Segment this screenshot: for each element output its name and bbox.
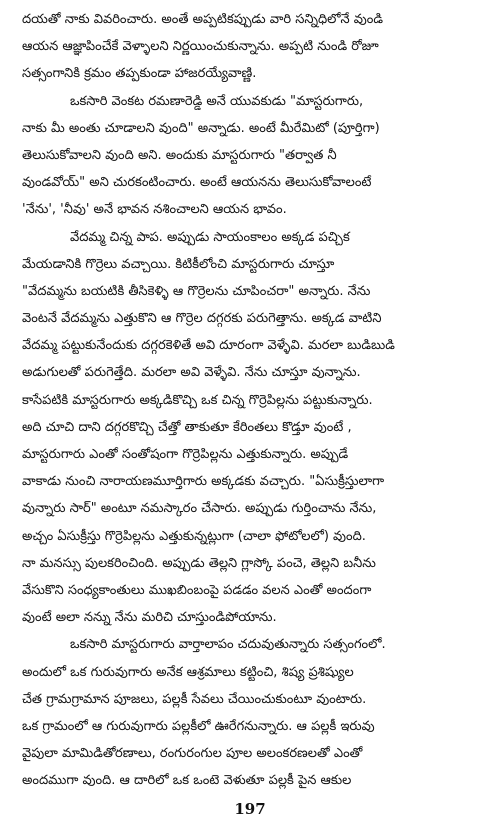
text-line: చేత గ్రామగ్రామాన పూజలు, పల్లకీ సేవలు చేయించుకుంటూ వుంటారు.: [22, 691, 367, 707]
text-line: వైపులా మామిడితోరణాలు, రంగురంగుల పూల అలంకరణలతో ఎంతో: [22, 746, 363, 762]
text-line: ఒకసారి మాస్టరుగారు వార్తాలాపం చదువుతున్నారు సత్సంగంలో.: [70, 637, 386, 653]
text-line: మాస్టరుగారు ఎంతో సంతోషంగా గొర్రెపిల్లను ఎత్తుకున్నారు. అప్పుడే: [22, 447, 349, 462]
paragraph-1: [22, 6, 488, 88]
text-line: అచ్చం ఏసుక్రీస్తు గొర్రెపిల్లను ఎత్తుకున్నట్లుగా (చాలా ఫోటోలలో) వుంది.: [22, 528, 366, 544]
text-line: కాసేపటికి మాస్టరుగారు అక్కడికొచ్చి ఒక చిన్న గొర్రెపిల్లను పట్టుకున్నారు.: [22, 392, 373, 408]
text-line: తెలుసుకోవాలని వుంది అని. అందుకు మాస్టరుగారు "తర్వాత నీ: [22, 147, 337, 163]
text-line: ఒక గ్రామంలో ఆ గురువుగారు పల్లకీలో ఊరేగనున్నారు. ఆ పల్లకీ ఇరువు: [22, 718, 375, 734]
text-line: 'నేను', 'నీవు' అనే భావన నశించాలని ఆయన భావం.: [22, 202, 287, 218]
text-line: వేసుకొని సంధ్యకాంతులు ముఖబింబంపై పడడం వలన ఎంతో అందంగా: [22, 582, 372, 598]
text-line: వాకాడు నుంచి నారాయణమూర్తిగారు అక్కడకు వచ్చారు. "ఏసుక్రీస్తులాగా: [22, 474, 385, 490]
text-line: అది చూచి దాని దగ్గరకొచ్చి చేత్తో తాకుతూ కేరింతలు కొడ్తూ వుంటే ,: [22, 419, 352, 435]
text-line: వుంటే అలా నన్ను నేను మరిచి చూస్తుండిపోయాను.: [22, 610, 277, 626]
text-line: సత్సంగానికి క్రమం తప్పకుండా హాజరయ్యేవాణ్ణి.: [22, 66, 257, 82]
paragraph-4: [22, 631, 488, 794]
text-line: వేదమ్మ చిన్న పాప. అప్పుడు సాయంకాలం అక్కడ పచ్చిక: [70, 229, 350, 245]
text-line: వున్నారు సార్" అంటూ నమస్కారం చేసారు. అప్పుడు గుర్తించాను నేను,: [22, 501, 377, 517]
text-line: వుండవోయ్" అని చురకంటించారు. అంటే ఆయనను తెలుసుకోవాలంటే: [22, 175, 372, 191]
page-number: 197: [234, 800, 266, 818]
text-line: నా మనస్సు పులకరించింది. అప్పుడు తెల్లని గ్లాస్కో పంచె, తెల్లని బనీను: [22, 555, 376, 571]
text-line: దయతో నాకు వివరించారు. అంతే అప్పటికప్పుడు వారి సన్నిధిలోనే వుండి: [22, 12, 383, 27]
text-line: "వేదమ్మను బయటికి తీసికెళ్ళి ఆ గొర్రెలను చూపించరా" అన్నారు. నేను: [22, 283, 371, 299]
text-line: నాకు మీ అంతు చూడాలని వుంది" అన్నాడు. అంటే మీరేమిటో (పూర్తిగా): [22, 120, 380, 136]
paragraph-3: [22, 224, 488, 632]
text-line: అందముగా వుంది. ఆ దారిలో ఒక ఒంటె వెళుతూ పల్లకీ పైన ఆకుల: [22, 773, 352, 789]
text-line: అడుగులతో పరుగెత్తేది. మరలా అవి వెళ్ళేవి. నేను చూస్తూ వున్నాను.: [22, 365, 361, 381]
text-line: వేదమ్మ పట్టుకునేందుకు దగ్గరకెళితే అవి దూరంగా వెళ్ళేవి. మరలా బుడిబుడి: [22, 338, 395, 354]
text-line: ఒకసారి వెంకట రమణారెడ్డి అనే యువకుడు "మాస్టరుగారు,: [70, 93, 364, 109]
text-line: వెంటనే వేదమ్మను ఎత్తుకొని ఆ గొర్రెల దగ్గరకు పరుగెత్తాను. అక్కడ వాటిని: [22, 311, 382, 327]
text-line: ఆయన ఆజ్ఞాపించేకే వెళ్ళాలని నిర్ణయించుకున్నాను. అప్పటి నుండి రోజూ: [22, 39, 379, 55]
text-line: మేయడానికి గొర్రెలు వచ్చాయి. కిటికీలోంచి మాస్టరుగారు చూస్తూ: [22, 256, 335, 272]
text-line: అందులో ఒక గురువుగారు అనేక ఆశ్రమాలు కట్టించి, శిష్య ప్రశిష్యుల: [22, 664, 354, 680]
paragraph-2: [22, 88, 488, 224]
